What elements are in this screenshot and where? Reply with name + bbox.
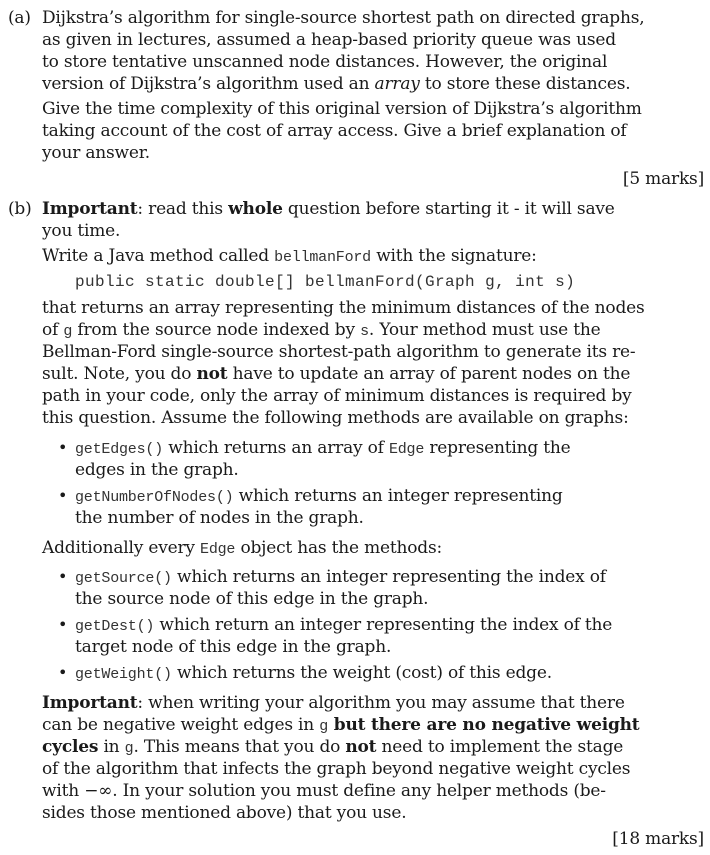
part-a-label: (a): [8, 8, 31, 28]
list-item-continuation: the number of nodes in the graph.: [75, 508, 364, 528]
bullet-icon: •: [58, 567, 68, 586]
part-b-para-line-5: path in your code, only the array of minimum distances is required by: [42, 386, 632, 406]
important-line-4: of the algorithm that infects the graph beyond negative weight cycles: [42, 759, 631, 779]
part-a-line-4: version of Dijkstra’s algorithm used an array to store these distances.: [42, 74, 631, 94]
part-b-write-line: Write a Java method called bellmanFord with the signature:: [42, 246, 537, 266]
important-line-5: with −∞. In your solution you must define any helper methods (be-: [42, 781, 606, 801]
part-b-para-line-3: Bellman-Ford single-source shortest-path algorithm to generate its re-: [42, 342, 636, 362]
part-b-para-line-1: that returns an array representing the minimum distances of the nodes: [42, 298, 645, 318]
part-b-label: (b): [8, 199, 32, 219]
list-item-continuation: the source node of this edge in the graph.: [75, 589, 429, 609]
part-b-para-line-2: of g from the source node indexed by s. Your method must use the: [42, 320, 601, 340]
part-a-line-6: taking account of the cost of array access. Give a brief explanation of: [42, 121, 627, 141]
bullet-icon: •: [58, 486, 68, 505]
part-b-intro-line-2: you time.: [42, 221, 121, 241]
list-item: getEdges() which returns an array of Edge representing the: [75, 438, 571, 458]
method-signature: public static double[] bellmanFord(Graph g, int s): [75, 273, 576, 291]
bullet-icon: •: [58, 438, 68, 457]
part-a-line-2: as given in lectures, assumed a heap-based priority queue was used: [42, 30, 616, 50]
important-line-1: Important: when writing your algorithm you may assume that there: [42, 693, 625, 713]
code-bellmanford: bellmanFord: [274, 249, 371, 266]
part-b-intro-line-1: Important: read this whole question before starting it - it will save: [42, 199, 615, 219]
neg-infinity: −∞: [84, 781, 113, 801]
important-line-6: sides those mentioned above) that you use.: [42, 803, 407, 823]
edge-intro-line: Additionally every Edge object has the methods:: [42, 538, 443, 558]
emphasis-array: array: [374, 74, 420, 94]
list-item: getSource() which returns an integer representing the index of: [75, 567, 606, 587]
part-a-line-3: to store tentative unscanned node distances. However, the original: [42, 52, 608, 72]
bullet-icon: •: [58, 615, 68, 634]
important-line-3: cycles in g. This means that you do not need to implement the stage: [42, 737, 624, 757]
part-a-line-7: your answer.: [42, 143, 151, 163]
list-item: getNumberOfNodes() which returns an integer representing: [75, 486, 563, 506]
part-b-marks: [18 marks]: [612, 829, 704, 849]
part-a-marks: [5 marks]: [622, 169, 704, 189]
list-item-continuation: edges in the graph.: [75, 460, 239, 480]
part-b-para-line-4: sult. Note, you do not have to update an array of parent nodes on the: [42, 364, 631, 384]
list-item: getDest() which return an integer representing the index of the: [75, 615, 613, 635]
part-a-line-5: Give the time complexity of this original version of Dijkstra’s algorithm: [42, 99, 642, 119]
list-item-continuation: target node of this edge in the graph.: [75, 637, 392, 657]
part-a-line-1: Dijkstra’s algorithm for single-source shortest path on directed graphs,: [42, 8, 645, 28]
list-item: getWeight() which returns the weight (cost) of this edge.: [75, 663, 552, 683]
bullet-icon: •: [58, 663, 68, 682]
part-b-para-line-6: this question. Assume the following methods are available on graphs:: [42, 408, 629, 428]
important-line-2: can be negative weight edges in g but there are no negative weight: [42, 715, 640, 735]
